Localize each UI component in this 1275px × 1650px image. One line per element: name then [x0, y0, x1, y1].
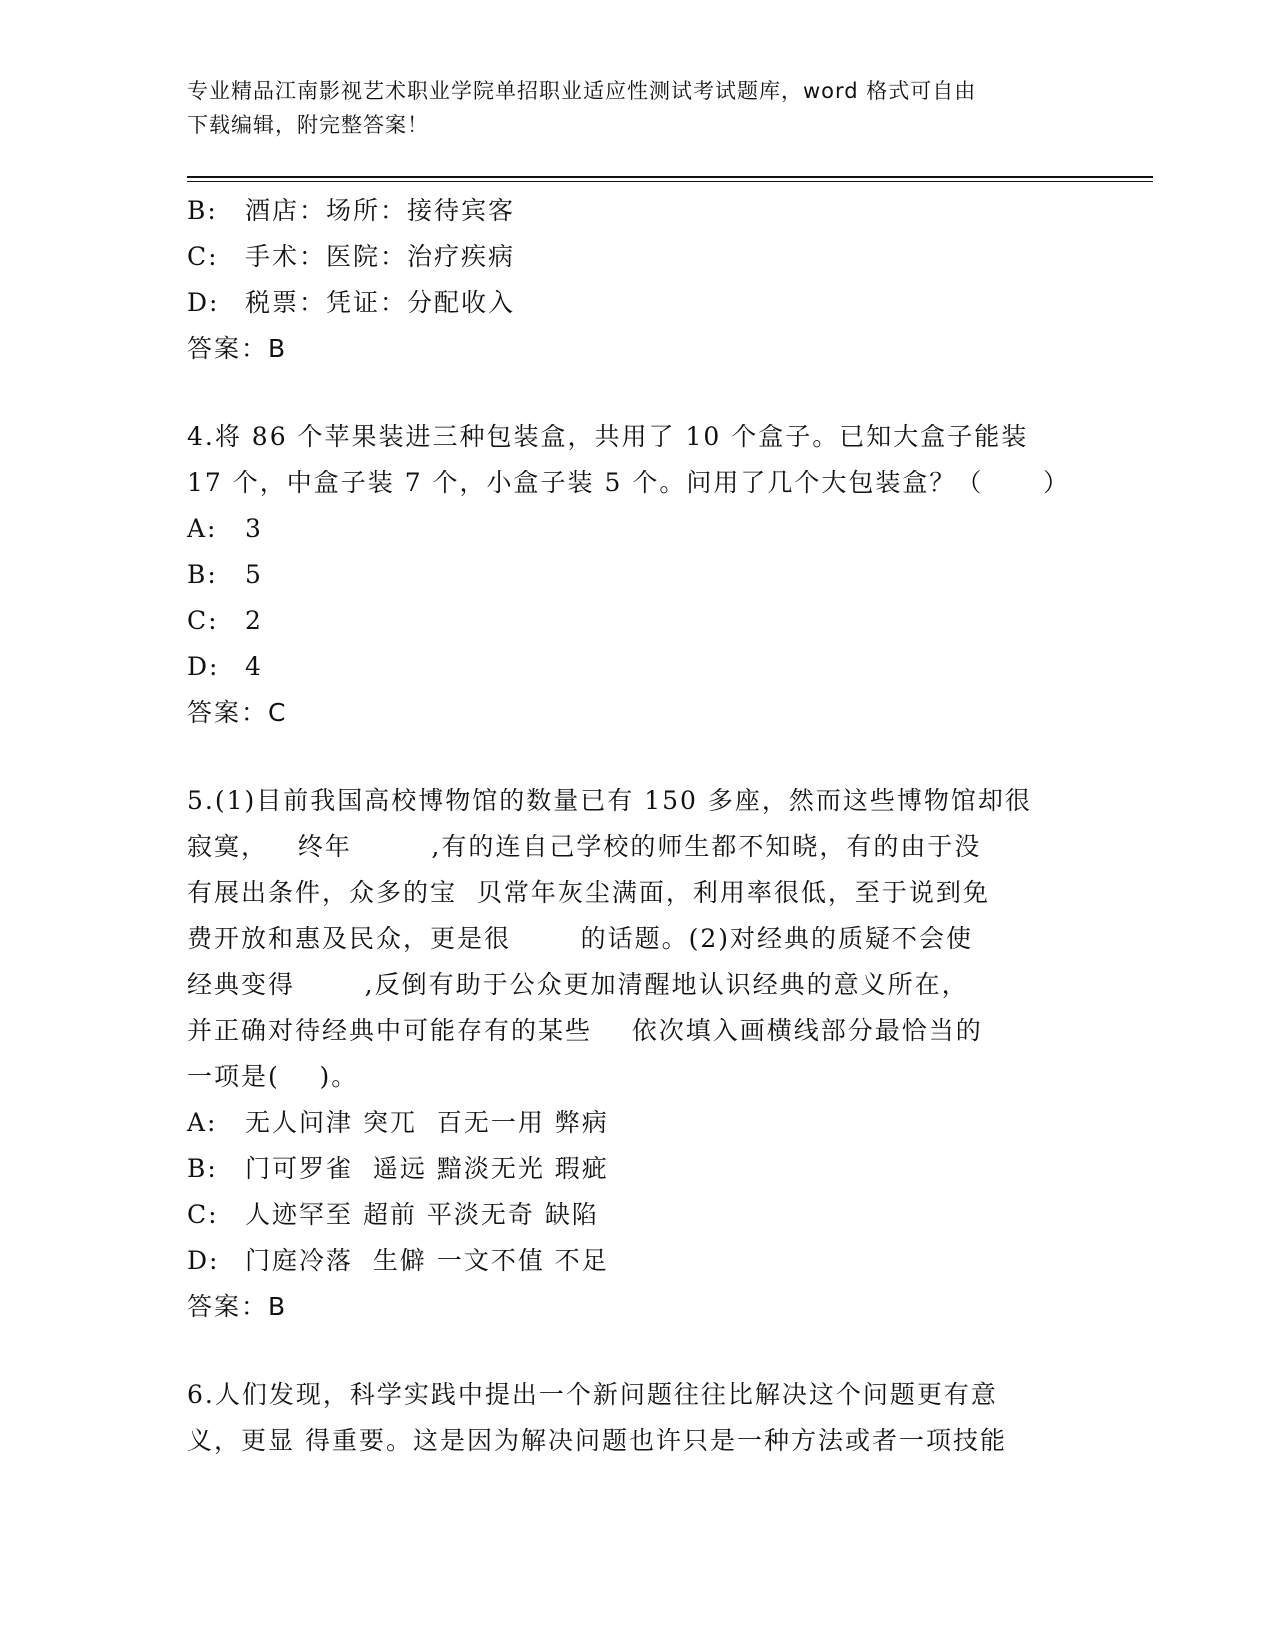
question-stem-line: 并正确对待经典中可能存有的某些 依次填入画横线部分最恰当的: [187, 1016, 983, 1045]
option-b: [187, 552, 1077, 598]
option-c: [187, 234, 1077, 280]
option-text: 无人问津 突兀 百无一用 弊病: [245, 1108, 609, 1137]
header-line-1: 专业精品江南影视艺术职业学院单招职业适应性测试考试题库，word 格式可自由: [187, 79, 977, 103]
option-letter: C:: [187, 242, 219, 271]
answer: 答案：B: [187, 1292, 288, 1321]
option-letter: C:: [187, 606, 219, 635]
question-stem-line: 义，更显 得重要。这是因为解决问题也许只是一种方法或者一项技能: [187, 1426, 1007, 1455]
option-letter: D:: [187, 288, 220, 317]
question-6: [187, 1372, 1077, 1464]
answer: 答案：C: [187, 698, 288, 727]
option-b: [187, 188, 1077, 234]
option-text: 手术：医院：治疗疾病: [245, 242, 516, 271]
option-text: 人迹罕至 超前 平淡无奇 缺陷: [245, 1200, 599, 1229]
option-letter: B:: [187, 1154, 218, 1183]
option-a: [187, 506, 1077, 552]
header-line-2: 下载编辑，附完整答案！: [187, 113, 429, 137]
option-letter: B:: [187, 196, 218, 225]
question-stem-line: 5.(1)目前我国高校博物馆的数量已有 150 多座，然而这些博物馆却很: [187, 786, 1032, 815]
option-text: 2: [245, 606, 263, 635]
option-b: [187, 1146, 1077, 1192]
option-letter: D:: [187, 652, 220, 681]
question-stem-line: 寂寞， 终年 ,有的连自己学校的师生都不知晓，有的由于没: [187, 832, 982, 861]
option-letter: A:: [187, 1108, 218, 1137]
option-text: 门庭冷落 生僻 一文不值 不足: [245, 1246, 609, 1275]
document-body: [187, 188, 1077, 1464]
option-c: [187, 1192, 1077, 1238]
option-letter: C:: [187, 1200, 219, 1229]
header-rule-thin: [187, 181, 1153, 182]
question-stem-line: 17 个，中盒子装 7 个，小盒子装 5 个。问用了几个大包装盒？（ ）: [187, 468, 1071, 497]
document-header: [187, 74, 1067, 142]
option-letter: D:: [187, 1246, 220, 1275]
question-stem-line: 费开放和惠及民众，更是很 的话题。(2)对经典的质疑不会使: [187, 924, 974, 953]
answer: 答案：B: [187, 334, 288, 363]
option-d: [187, 280, 1077, 326]
question-stem-line: 4.将 86 个苹果装进三种包装盒，共用了 10 个盒子。已知大盒子能装: [187, 422, 1029, 451]
question-5: [187, 778, 1077, 1330]
question-stem-line: 6.人们发现，科学实践中提出一个新问题往往比解决这个问题更有意: [187, 1380, 998, 1409]
option-d: [187, 644, 1077, 690]
question-stem-line: 经典变得 ,反倒有助于公众更加清醒地认识经典的意义所在，: [187, 970, 969, 999]
option-c: [187, 598, 1077, 644]
option-text: 门可罗雀 遥远 黯淡无光 瑕疵: [245, 1154, 609, 1183]
option-text: 酒店：场所：接待宾客: [245, 196, 516, 225]
option-letter: A:: [187, 514, 218, 543]
option-text: 税票：凭证：分配收入: [245, 288, 516, 317]
question-3: [187, 188, 1077, 372]
question-4: [187, 414, 1077, 736]
option-text: 4: [245, 652, 263, 681]
option-letter: B:: [187, 560, 218, 589]
option-text: 5: [245, 560, 263, 589]
option-a: [187, 1100, 1077, 1146]
question-stem-line: 有展出条件，众多的宝 贝常年灰尘满面，利用率很低，至于说到免: [187, 878, 990, 907]
option-text: 3: [245, 514, 263, 543]
question-stem-line: 一项是( )。: [187, 1062, 359, 1091]
header-rule-thick: [187, 176, 1153, 178]
option-d: [187, 1238, 1077, 1284]
